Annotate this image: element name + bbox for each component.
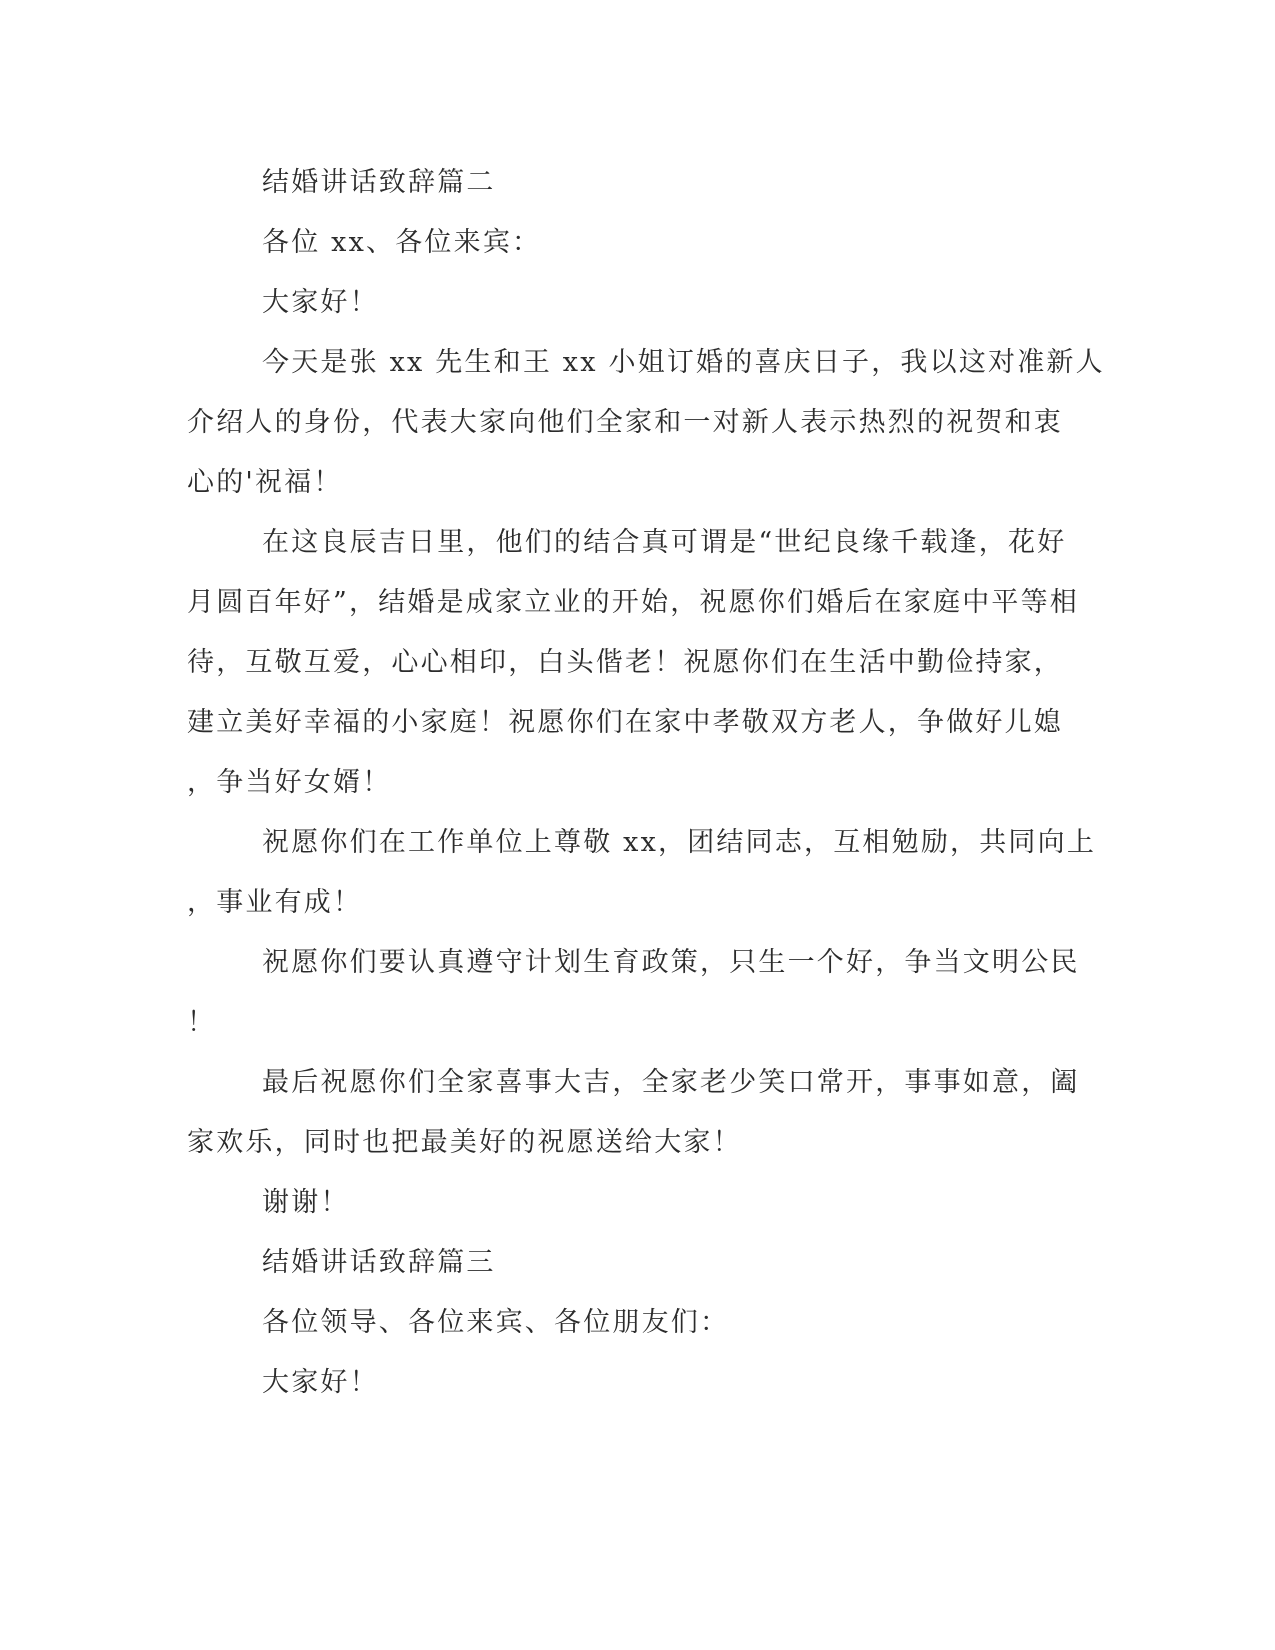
- paragraph-2-line-3: 待，互敬互爱，心心相印，白头偕老！祝愿你们在生活中勤俭持家，: [187, 647, 1063, 678]
- greeting-2: 大家好！: [262, 1367, 379, 1398]
- paragraph-5-line-2: 家欢乐，同时也把最美好的祝愿送给大家！: [187, 1127, 742, 1158]
- paragraph-1-line-3: 心的'祝福！: [187, 467, 343, 498]
- paragraph-2-line-1: 在这良辰吉日里，他们的结合真可谓是“世纪良缘千载逢，花好: [262, 527, 1067, 558]
- thanks: 谢谢！: [262, 1187, 350, 1218]
- salutation: 各位 xx、各位来宾：: [262, 227, 542, 258]
- paragraph-2-line-5: ，争当好女婿！: [187, 767, 392, 798]
- paragraph-3-line-2: ，事业有成！: [187, 887, 363, 918]
- paragraph-5-line-1: 最后祝愿你们全家喜事大吉，全家老少笑口常开，事事如意，阖: [262, 1067, 1080, 1098]
- greeting: 大家好！: [262, 287, 379, 318]
- section-heading-part-3: 结婚讲话致辞篇三: [262, 1247, 496, 1278]
- paragraph-1-line-2: 介绍人的身份，代表大家向他们全家和一对新人表示热烈的祝贺和衷: [187, 407, 1063, 438]
- paragraph-2-line-2: 月圆百年好”，结婚是成家立业的开始，祝愿你们婚后在家庭中平等相: [187, 587, 1080, 618]
- salutation-2: 各位领导、各位来宾、各位朋友们：: [262, 1307, 730, 1338]
- section-heading-part-2: 结婚讲话致辞篇二: [262, 167, 496, 198]
- paragraph-4-line-2: ！: [187, 1007, 217, 1038]
- paragraph-2-line-4: 建立美好幸福的小家庭！祝愿你们在家中孝敬双方老人，争做好儿媳: [187, 707, 1063, 738]
- paragraph-3-line-1: 祝愿你们在工作单位上尊敬 xx，团结同志，互相勉励，共同向上: [262, 827, 1097, 858]
- paragraph-1-line-1: 今天是张 xx 先生和王 xx 小姐订婚的喜庆日子，我以这对准新人: [262, 347, 1105, 378]
- paragraph-4-line-1: 祝愿你们要认真遵守计划生育政策，只生一个好，争当文明公民: [262, 947, 1080, 978]
